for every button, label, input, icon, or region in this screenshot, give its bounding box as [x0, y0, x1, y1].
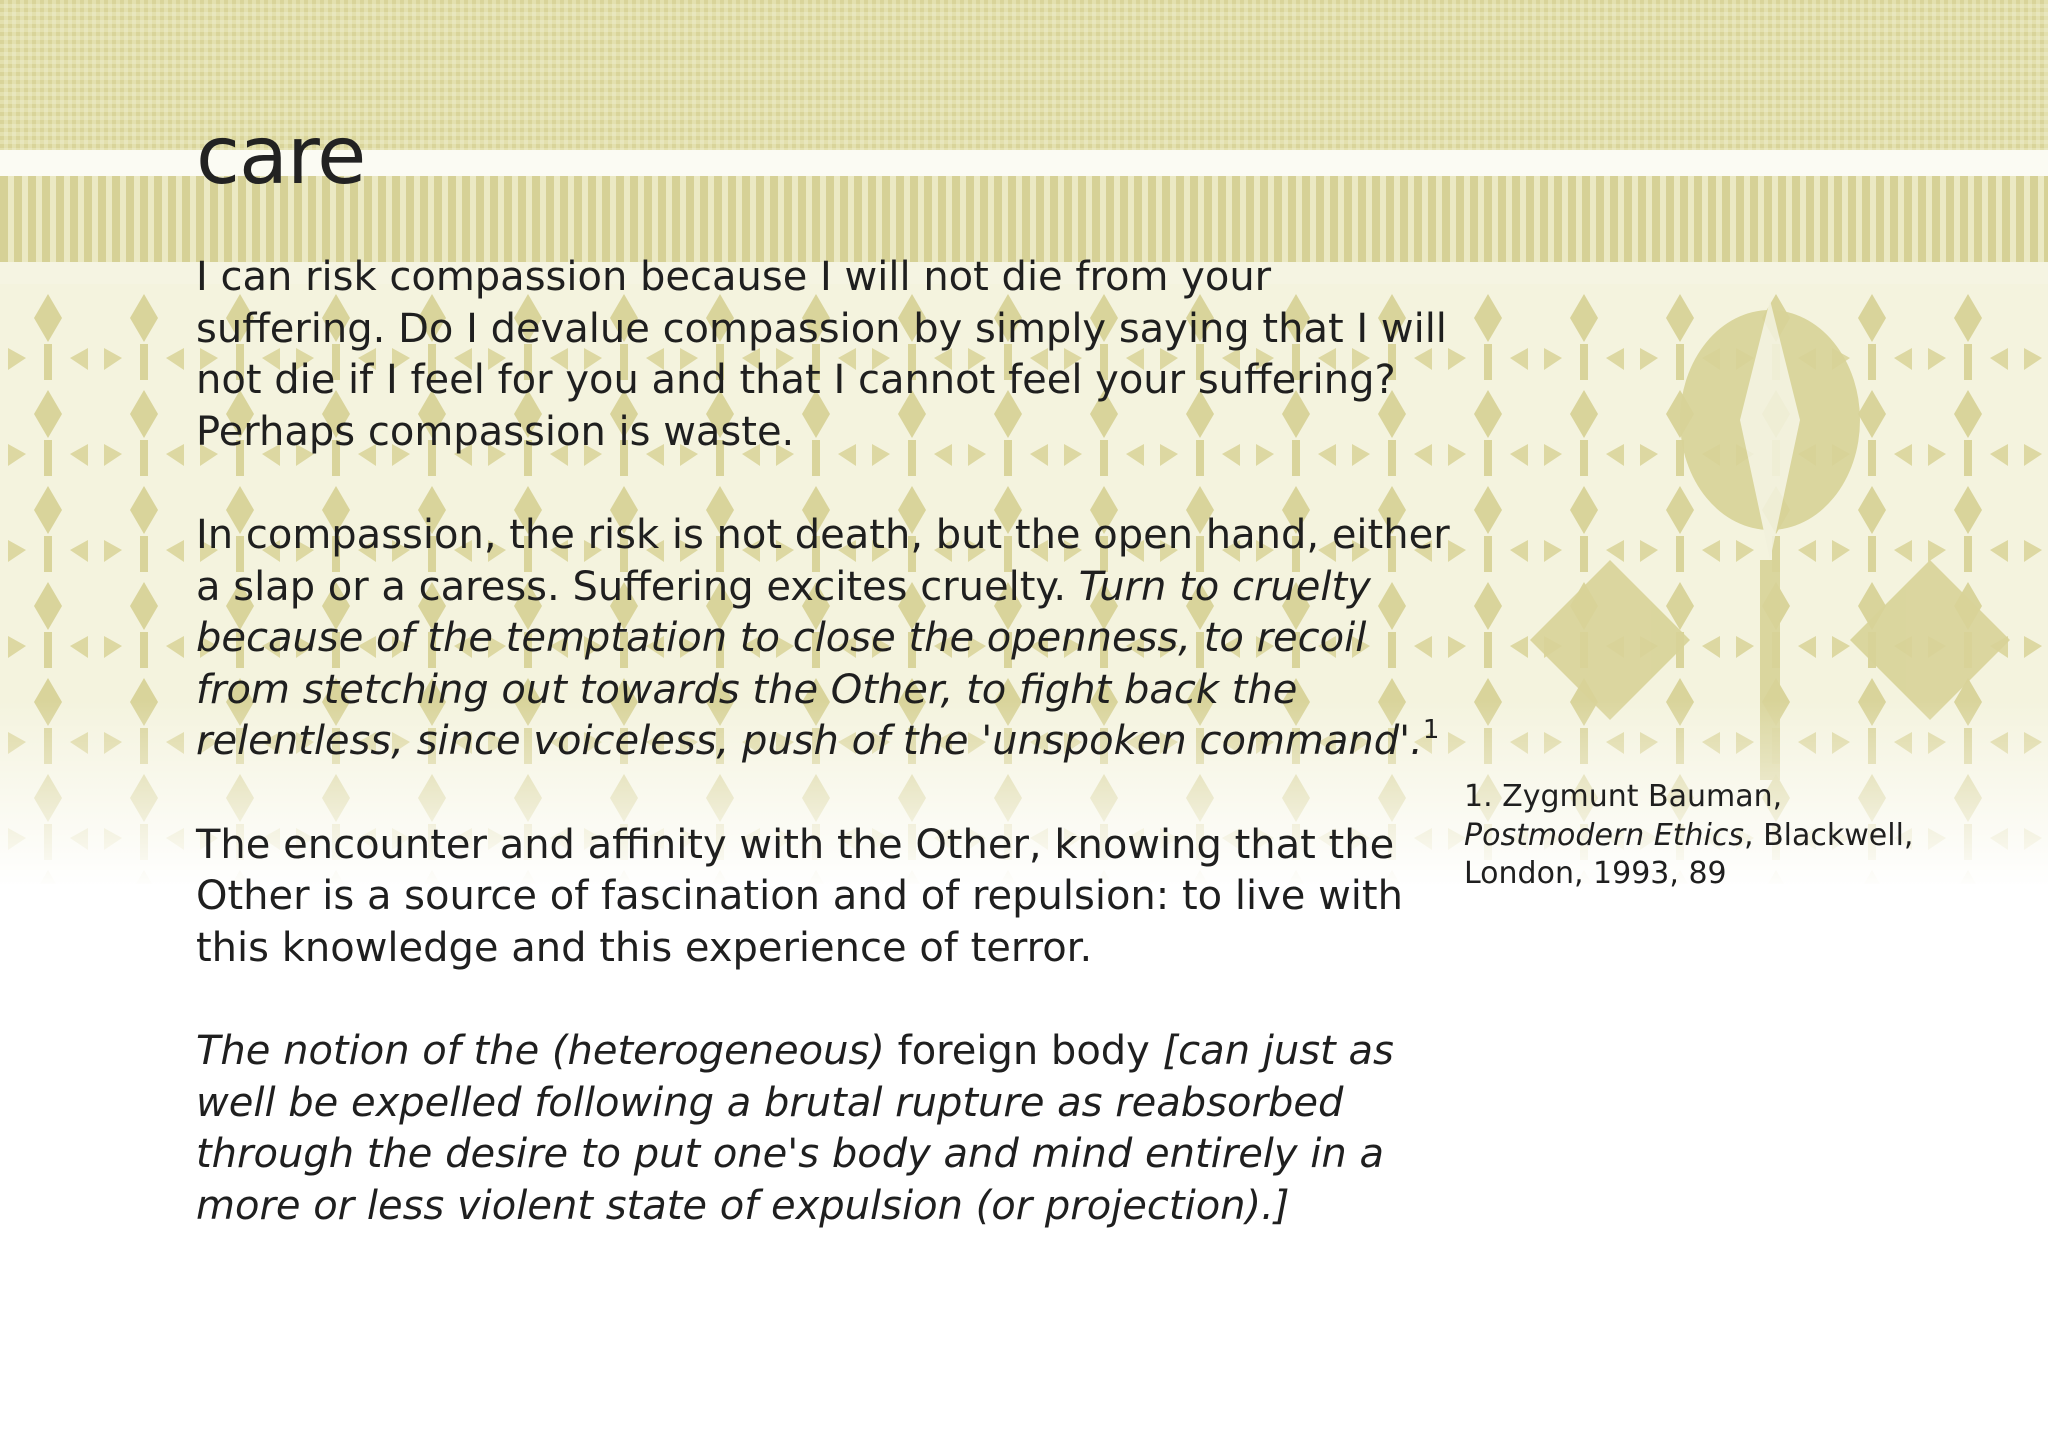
- page-title: care: [196, 109, 366, 202]
- paragraph-3: The encounter and affinity with the Other, knowing that the Other is a source of fascination and of repulsion: to live with this knowledge and this experience of terror.: [196, 821, 1403, 971]
- paragraph-4-italic-start: The notion of the (heterogeneous): [196, 1027, 885, 1074]
- main-text: [196, 252, 1456, 1284]
- paragraph-4: [196, 1026, 1456, 1232]
- footnote-reference: 1: [1422, 715, 1440, 746]
- footnote: [1464, 778, 1984, 894]
- paragraph-4-italic-end: [can just as well be expelled following a brutal rupture as reabsorbed through the desire to put one's body and mind entirely in a more or less violent state of expulsion (or projection).]: [196, 1027, 1394, 1229]
- footnote-book-title: Postmodern Ethics: [1464, 817, 1744, 853]
- paragraph-4-plain: foreign body: [897, 1027, 1150, 1074]
- footnote-publication: , Blackwell, London, 1993, 89: [1464, 817, 1914, 891]
- paragraph-2-quote: Turn to cruelty because of the temptation to close the openness, to recoil from stetching out towards the Other, to fight back the relentless, since voiceless, push of the 'unspoken command'.: [196, 563, 1423, 765]
- paragraph-1: I can risk compassion because I will not die from your suffering. Do I devalue compassion by simply saying that I will not die if I feel for you and that I cannot feel your suffering? Perhaps compassion is waste.: [196, 254, 1447, 455]
- paragraph-2: [196, 510, 1456, 768]
- footnote-author: 1. Zygmunt Bauman,: [1464, 779, 1783, 814]
- paragraph-2-text: In compassion, the risk is not death, but the open hand, either a slap or a caress. Suffering excites cruelty.: [196, 511, 1450, 610]
